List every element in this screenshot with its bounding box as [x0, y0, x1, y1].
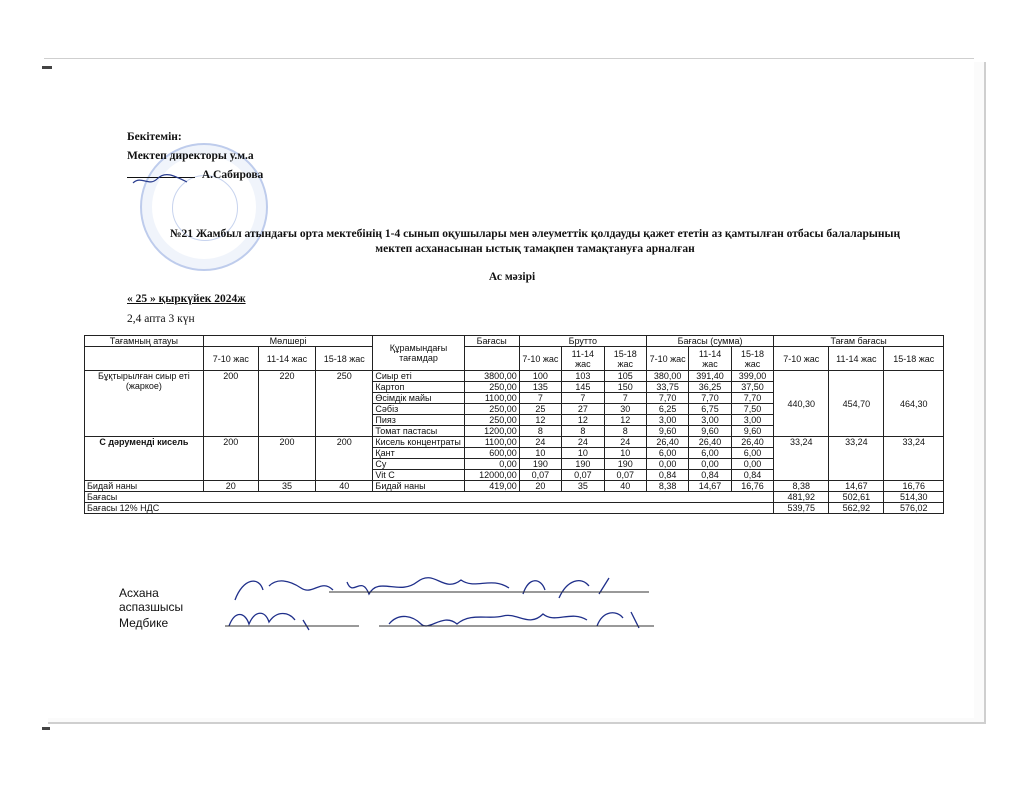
menu-table — [84, 335, 944, 514]
header-blank — [85, 347, 204, 371]
brutto-age1: 24 — [519, 437, 561, 448]
dish-price-age3: 16,76 — [884, 481, 944, 492]
header-blank — [464, 347, 519, 371]
dish-name: Бұқтырылған сиыр еті (жаркое) — [85, 371, 204, 437]
document-title — [140, 227, 930, 257]
brutto-age1: 12 — [519, 415, 561, 426]
ingredient-price: 250,00 — [464, 382, 519, 393]
brutto-age2: 145 — [562, 382, 604, 393]
header-price: Бағасы — [464, 336, 519, 347]
sum-age2: 3,00 — [689, 415, 731, 426]
brutto-age3: 40 — [604, 481, 646, 492]
sum-age3: 26,40 — [731, 437, 773, 448]
brutto-age2: 190 — [562, 459, 604, 470]
total-label: Бағасы — [85, 492, 774, 503]
brutto-age3: 8 — [604, 426, 646, 437]
total-vat-label: Бағасы 12% НДС — [85, 503, 774, 514]
ingredient-name: Сиыр еті — [373, 371, 464, 382]
brutto-age3: 30 — [604, 404, 646, 415]
sum-age2: 26,40 — [689, 437, 731, 448]
ingredient-name: Қант — [373, 448, 464, 459]
header-dish-price: Тағам бағасы — [774, 336, 944, 347]
ingredient-name: Сәбіз — [373, 404, 464, 415]
dish-price-age1: 33,24 — [774, 437, 829, 481]
total-vat-age2: 562,92 — [829, 503, 884, 514]
sum-age1: 26,40 — [646, 437, 688, 448]
sum-age3: 7,70 — [731, 393, 773, 404]
brutto-age3: 7 — [604, 393, 646, 404]
sum-age2: 6,75 — [689, 404, 731, 415]
dish-price-age2: 14,67 — [829, 481, 884, 492]
ingredient-price: 12000,00 — [464, 470, 519, 481]
brutto-age2: 103 — [562, 371, 604, 382]
header-amount-age3: 15-18 жас — [316, 347, 373, 371]
header-amount-age1: 7-10 жас — [203, 347, 258, 371]
menu-week-day: 2,4 апта 3 күн — [127, 313, 195, 325]
brutto-age1: 7 — [519, 393, 561, 404]
brutto-age2: 12 — [562, 415, 604, 426]
ingredient-price: 419,00 — [464, 481, 519, 492]
header-dish-price-age2: 11-14 жас — [829, 347, 884, 371]
ingredient-price: 250,00 — [464, 404, 519, 415]
dish-price-age2: 33,24 — [829, 437, 884, 481]
ingredient-name: Vit C — [373, 470, 464, 481]
sum-age2: 0,84 — [689, 470, 731, 481]
brutto-age1: 135 — [519, 382, 561, 393]
dish-amount-age1: 20 — [203, 481, 258, 492]
brutto-age2: 8 — [562, 426, 604, 437]
brutto-age1: 20 — [519, 481, 561, 492]
brutto-age3: 0,07 — [604, 470, 646, 481]
approval-heading: Бекітемін: — [127, 131, 182, 143]
dish-name: Бидай наны — [85, 481, 204, 492]
brutto-age2: 0,07 — [562, 470, 604, 481]
header-brutto-age3: 15-18 жас — [604, 347, 646, 371]
header-dish-price-age1: 7-10 жас — [774, 347, 829, 371]
sum-age2: 6,00 — [689, 448, 731, 459]
header-amount-age2: 11-14 жас — [258, 347, 315, 371]
dish-amount-age3: 200 — [316, 437, 373, 481]
document-title-line2: мектеп асханасынан ыстық тамақпен тамақтануға арналған — [375, 243, 695, 255]
ingredient-price: 1100,00 — [464, 393, 519, 404]
total-vat-age1: 539,75 — [774, 503, 829, 514]
menu-date: « 25 » қыркүйек 2024ж — [127, 293, 246, 305]
sum-age1: 6,00 — [646, 448, 688, 459]
brutto-age3: 190 — [604, 459, 646, 470]
sum-age1: 7,70 — [646, 393, 688, 404]
menu-title: Ас мәзірі — [488, 271, 536, 283]
dish-price-age1: 440,30 — [774, 371, 829, 437]
brutto-age1: 10 — [519, 448, 561, 459]
dish-price-age2: 454,70 — [829, 371, 884, 437]
total-age1: 481,92 — [774, 492, 829, 503]
total-age3: 514,30 — [884, 492, 944, 503]
dish-amount-age2: 200 — [258, 437, 315, 481]
brutto-age2: 24 — [562, 437, 604, 448]
sum-age1: 0,84 — [646, 470, 688, 481]
brutto-age2: 10 — [562, 448, 604, 459]
medic-label: Медбике — [119, 616, 169, 630]
ingredient-price: 1200,00 — [464, 426, 519, 437]
header-sum-age2: 11-14 жас — [689, 347, 731, 371]
sum-age2: 14,67 — [689, 481, 731, 492]
sum-age1: 6,25 — [646, 404, 688, 415]
director-signature-scribble — [131, 173, 191, 187]
brutto-age1: 190 — [519, 459, 561, 470]
header-brutto-age1: 7-10 жас — [519, 347, 561, 371]
sum-age2: 391,40 — [689, 371, 731, 382]
brutto-age1: 8 — [519, 426, 561, 437]
document-title-line1: №21 Жамбыл атындағы орта мектебінің 1-4 сынып оқушылары мен әлеуметтік қолдауды қажет ететін аз қамтылған отбасы балаларының — [169, 228, 901, 240]
corner-mark-bottom — [42, 727, 50, 730]
header-brutto-age2: 11-14 жас — [562, 347, 604, 371]
cook-signature-scribble — [229, 572, 659, 606]
ingredient-price: 1100,00 — [464, 437, 519, 448]
sum-age3: 399,00 — [731, 371, 773, 382]
brutto-age1: 25 — [519, 404, 561, 415]
dish-amount-age1: 200 — [203, 371, 258, 437]
ingredient-price: 250,00 — [464, 415, 519, 426]
header-price-sum: Бағасы (сумма) — [646, 336, 773, 347]
total-age2: 502,61 — [829, 492, 884, 503]
sum-age1: 0,00 — [646, 459, 688, 470]
header-brutto: Брутто — [519, 336, 646, 347]
sum-age3: 3,00 — [731, 415, 773, 426]
ingredient-name: Пияз — [373, 415, 464, 426]
brutto-age3: 150 — [604, 382, 646, 393]
ingredient-name: Томат пастасы — [373, 426, 464, 437]
dish-amount-age1: 200 — [203, 437, 258, 481]
sum-age3: 37,50 — [731, 382, 773, 393]
ingredient-name: Өсімдік майы — [373, 393, 464, 404]
header-ingredients: Құрамындағы тағамдар — [373, 336, 464, 371]
dish-price-age1: 8,38 — [774, 481, 829, 492]
ingredient-price: 0,00 — [464, 459, 519, 470]
ingredient-name: Кисель концентраты — [373, 437, 464, 448]
medic-signature-scribble — [199, 602, 659, 636]
dish-amount-age2: 220 — [258, 371, 315, 437]
brutto-age1: 0,07 — [519, 470, 561, 481]
sum-age3: 9,60 — [731, 426, 773, 437]
sum-age3: 16,76 — [731, 481, 773, 492]
sum-age2: 9,60 — [689, 426, 731, 437]
director-signature — [127, 177, 195, 178]
sum-age3: 6,00 — [731, 448, 773, 459]
sum-age1: 3,00 — [646, 415, 688, 426]
corner-mark-top — [42, 66, 52, 69]
dish-amount-age3: 250 — [316, 371, 373, 437]
approval-signature-row — [127, 166, 263, 185]
brutto-age3: 105 — [604, 371, 646, 382]
ingredient-name: Бидай наны — [373, 481, 464, 492]
ingredient-price: 3800,00 — [464, 371, 519, 382]
brutto-age1: 100 — [519, 371, 561, 382]
menu-table-body — [85, 371, 944, 514]
dish-amount-age3: 40 — [316, 481, 373, 492]
brutto-age2: 27 — [562, 404, 604, 415]
header-dish-price-age3: 15-18 жас — [884, 347, 944, 371]
dish-price-age3: 464,30 — [884, 371, 944, 437]
cook-label: Асхана аспазшысы — [119, 586, 184, 614]
ingredient-name: Су — [373, 459, 464, 470]
dish-amount-age2: 35 — [258, 481, 315, 492]
sum-age3: 0,84 — [731, 470, 773, 481]
brutto-age2: 35 — [562, 481, 604, 492]
total-vat-age3: 576,02 — [884, 503, 944, 514]
brutto-age3: 10 — [604, 448, 646, 459]
header-sum-age1: 7-10 жас — [646, 347, 688, 371]
dish-price-age3: 33,24 — [884, 437, 944, 481]
approval-position: Мектеп директоры у.м.а — [127, 150, 254, 162]
header-amount: Мөлшері — [203, 336, 373, 347]
sum-age3: 0,00 — [731, 459, 773, 470]
director-name: А.Сабирова — [201, 169, 264, 181]
sum-age1: 8,38 — [646, 481, 688, 492]
header-sum-age3: 15-18 жас — [731, 347, 773, 371]
sum-age1: 380,00 — [646, 371, 688, 382]
ingredient-name: Картоп — [373, 382, 464, 393]
brutto-age2: 7 — [562, 393, 604, 404]
sum-age1: 33,75 — [646, 382, 688, 393]
sum-age1: 9,60 — [646, 426, 688, 437]
sum-age3: 7,50 — [731, 404, 773, 415]
brutto-age3: 24 — [604, 437, 646, 448]
sum-age2: 36,25 — [689, 382, 731, 393]
dish-name: С дәруменді кисель — [85, 437, 204, 481]
header-dish-name: Тағамның атауы — [85, 336, 204, 347]
ingredient-price: 600,00 — [464, 448, 519, 459]
brutto-age3: 12 — [604, 415, 646, 426]
approval-block — [127, 128, 263, 185]
sum-age2: 7,70 — [689, 393, 731, 404]
sum-age2: 0,00 — [689, 459, 731, 470]
